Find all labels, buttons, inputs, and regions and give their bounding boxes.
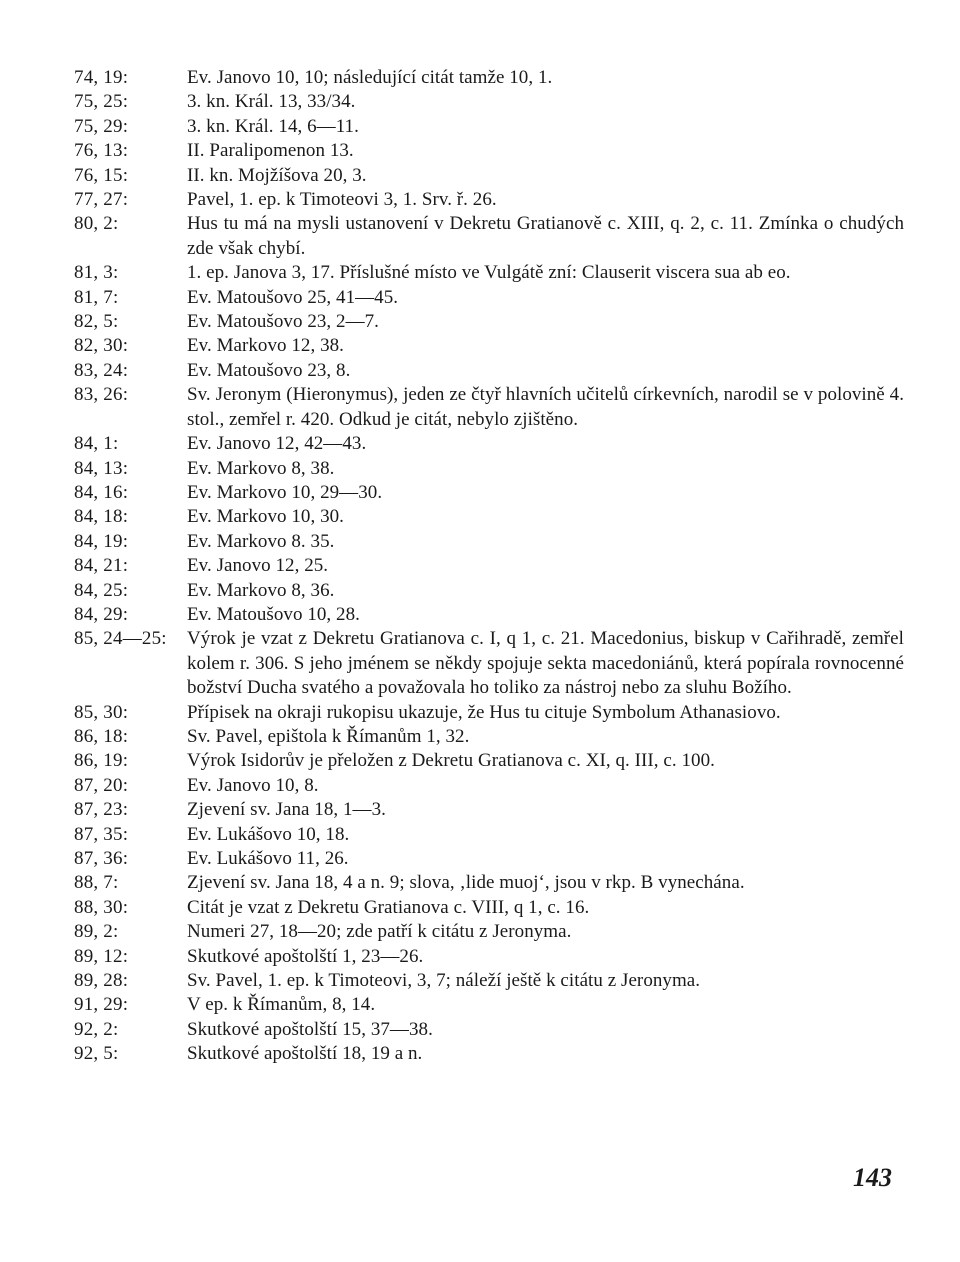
- note-reference: 82, 5:: [74, 311, 119, 333]
- note-entry: [74, 481, 904, 505]
- note-text: Ev. Markovo 10, 30.: [187, 506, 344, 528]
- note-reference: 81, 3:: [74, 262, 119, 284]
- note-reference: 89, 28:: [74, 970, 129, 992]
- note-text: Skutkové apoštolští 15, 37—38.: [187, 1018, 433, 1040]
- note-reference: 84, 25:: [74, 579, 129, 601]
- note-reference: 84, 1:: [74, 433, 119, 455]
- note-reference: 75, 29:: [74, 115, 129, 137]
- note-entry: [74, 701, 904, 725]
- note-text: Ev. Matoušovo 23, 8.: [187, 359, 351, 381]
- note-entry: [74, 993, 904, 1017]
- note-reference: 91, 29:: [74, 994, 129, 1016]
- note-text: Výrok Isidorův je přeložen z Dekretu Gratianova c. XI, q. III, c. 100.: [187, 750, 715, 772]
- note-text: Ev. Janovo 10, 10; následující citát tamže 10, 1.: [187, 67, 553, 88]
- note-reference: 87, 35:: [74, 823, 129, 845]
- note-entry: [74, 920, 904, 944]
- note-text: Ev. Matoušovo 23, 2—7.: [187, 311, 379, 333]
- note-text: Sv. Pavel, 1. ep. k Timoteovi, 3, 7; náleží ještě k citátu z Jeronyma.: [187, 970, 701, 992]
- note-text: Sv. Pavel, epištola k Římanům 1, 32.: [187, 725, 470, 747]
- note-reference: 87, 36:: [74, 848, 129, 869]
- note-reference: 83, 24:: [74, 359, 129, 381]
- note-entry: [74, 627, 904, 700]
- note-reference: 89, 2:: [74, 921, 119, 943]
- note-reference: 82, 30:: [74, 335, 129, 357]
- note-entry: [74, 530, 904, 554]
- note-entry: [74, 1042, 904, 1066]
- note-entry: [74, 286, 904, 310]
- note-entry: [74, 798, 904, 822]
- note-entry: [74, 505, 904, 529]
- note-text: 1. ep. Janova 3, 17. Příslušné místo ve Vulgátě zní: Clauserit viscera sua ab eo.: [187, 262, 791, 284]
- note-reference: 84, 16:: [74, 481, 129, 503]
- note-text: Sv. Jeronym (Hieronymus), jeden ze čtyř hlavních učitelů církevních, narodil se v polovině 4. stol., zemřel r. 420. Odkud je citát, nebylo zjištěno.: [187, 384, 904, 430]
- note-entry: [74, 945, 904, 969]
- note-text: Ev. Markovo 12, 38.: [187, 335, 344, 357]
- note-text: Ev. Markovo 8, 36.: [187, 579, 335, 601]
- note-entry: [74, 310, 904, 334]
- note-reference: 84, 21:: [74, 555, 129, 577]
- note-text: Ev. Matoušovo 10, 28.: [187, 603, 360, 625]
- note-entry: [74, 774, 904, 798]
- note-entry: [74, 115, 904, 139]
- note-entry: [74, 823, 904, 847]
- note-reference: 88, 30:: [74, 896, 129, 918]
- note-reference: 77, 27:: [74, 189, 129, 211]
- note-reference: 85, 24—25:: [74, 628, 167, 650]
- note-reference: 84, 18:: [74, 506, 129, 528]
- note-text: Hus tu má na mysli ustanovení v Dekretu Gratianově c. XIII, q. 2, c. 11. Zmínka o chudých zde však chybí.: [187, 213, 904, 259]
- note-text: Numeri 27, 18—20; zde patří k citátu z Jeronyma.: [187, 921, 572, 943]
- note-entry: [74, 90, 904, 114]
- note-reference: 84, 19:: [74, 530, 129, 552]
- note-text: Skutkové apoštolští 18, 19 a n.: [187, 1043, 423, 1065]
- note-reference: 92, 2:: [74, 1018, 119, 1040]
- notes-list: [74, 66, 904, 1067]
- note-entry: [74, 554, 904, 578]
- note-text: Zjevení sv. Jana 18, 4 a n. 9; slova, ‚lide muoj‘, jsou v rkp. B vynechána.: [187, 872, 745, 894]
- note-text: Přípisek na okraji rukopisu ukazuje, že Hus tu cituje Symbolum Athanasiovo.: [187, 701, 781, 723]
- note-text: Ev. Lukášovo 10, 18.: [187, 823, 350, 845]
- note-entry: [74, 261, 904, 285]
- note-reference: 81, 7:: [74, 286, 119, 308]
- note-entry: [74, 164, 904, 188]
- note-reference: 74, 19:: [74, 67, 129, 88]
- note-entry: [74, 603, 904, 627]
- note-text: Ev. Janovo 12, 42—43.: [187, 433, 367, 455]
- note-reference: 85, 30:: [74, 701, 129, 723]
- note-reference: 83, 26:: [74, 384, 129, 406]
- note-text: 3. kn. Král. 13, 33/34.: [187, 91, 356, 113]
- note-text: Výrok je vzat z Dekretu Gratianova c. I, q 1, c. 21. Macedonius, biskup v Cařihradě, zemřel kolem r. 306. S jeho jménem se někdy spojuje sekta macedoniánů, která popírala rovnocenné božství Ducha svatého a považovala ho toliko za nástroj nebo za sluhu Božího.: [187, 628, 904, 699]
- note-reference: 88, 7:: [74, 872, 119, 894]
- note-reference: 86, 19:: [74, 750, 129, 772]
- note-entry: [74, 969, 904, 993]
- note-reference: 87, 23:: [74, 799, 129, 821]
- note-text: Zjevení sv. Jana 18, 1—3.: [187, 799, 386, 821]
- note-reference: 76, 15:: [74, 164, 129, 186]
- note-text: II. kn. Mojžíšova 20, 3.: [187, 164, 367, 186]
- note-reference: 84, 13:: [74, 457, 129, 479]
- note-entry: [74, 457, 904, 481]
- note-reference: 86, 18:: [74, 725, 129, 747]
- note-entry: [74, 139, 904, 163]
- note-entry: [74, 579, 904, 603]
- note-entry: [74, 212, 904, 261]
- note-text: II. Paralipomenon 13.: [187, 140, 354, 162]
- note-reference: 76, 13:: [74, 140, 129, 162]
- note-entry: [74, 334, 904, 358]
- note-entry: [74, 896, 904, 920]
- note-text: Ev. Janovo 10, 8.: [187, 774, 319, 796]
- note-entry: [74, 847, 904, 871]
- note-text: Ev. Matoušovo 25, 41—45.: [187, 286, 399, 308]
- note-text: Ev. Lukášovo 11, 26.: [187, 848, 349, 869]
- note-text: Ev. Markovo 8, 38.: [187, 457, 335, 479]
- note-reference: 87, 20:: [74, 774, 129, 796]
- note-text: Ev. Janovo 12, 25.: [187, 555, 329, 577]
- page-number: 143: [853, 1163, 892, 1192]
- note-reference: 75, 25:: [74, 91, 129, 113]
- note-entry: [74, 383, 904, 432]
- note-reference: 89, 12:: [74, 945, 129, 967]
- note-entry: [74, 359, 904, 383]
- note-reference: 84, 29:: [74, 603, 129, 625]
- note-entry: [74, 871, 904, 895]
- note-text: Ev. Markovo 8. 35.: [187, 530, 335, 552]
- note-text: Ev. Markovo 10, 29—30.: [187, 481, 383, 503]
- note-text: Pavel, 1. ep. k Timoteovi 3, 1. Srv. ř. 26.: [187, 189, 497, 211]
- note-text: 3. kn. Král. 14, 6—11.: [187, 115, 359, 137]
- note-entry: [74, 188, 904, 212]
- note-entry: [74, 749, 904, 773]
- note-text: V ep. k Římanům, 8, 14.: [187, 994, 376, 1016]
- note-text: Skutkové apoštolští 1, 23—26.: [187, 945, 424, 967]
- note-entry: [74, 66, 904, 90]
- note-entry: [74, 432, 904, 456]
- note-reference: 92, 5:: [74, 1043, 119, 1065]
- note-entry: [74, 1018, 904, 1042]
- note-text: Citát je vzat z Dekretu Gratianova c. VIII, q 1, c. 16.: [187, 896, 590, 918]
- note-reference: 80, 2:: [74, 213, 119, 235]
- note-entry: [74, 725, 904, 749]
